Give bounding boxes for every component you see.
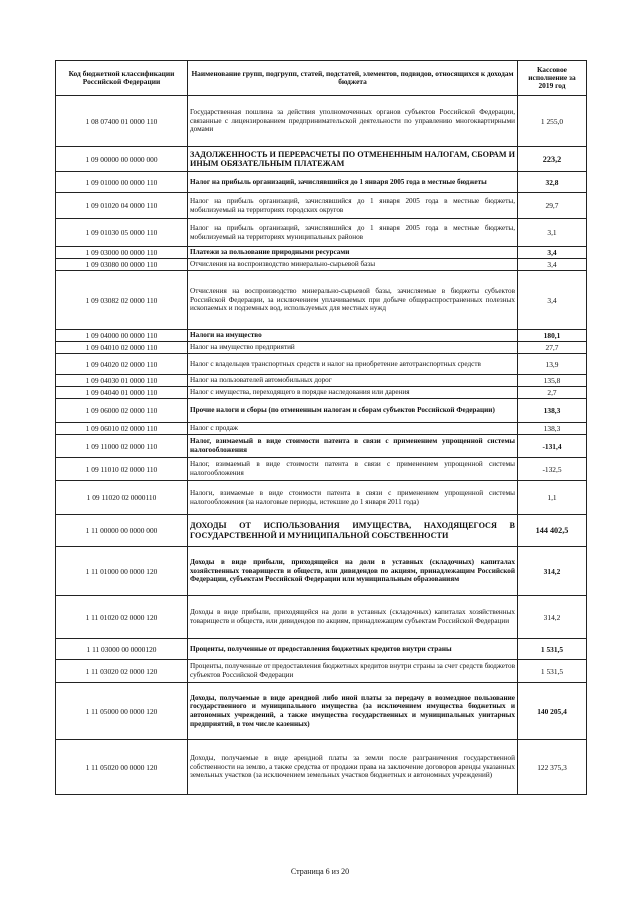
row-amount: 2,7 xyxy=(518,387,587,399)
row-amount: -132,5 xyxy=(518,458,587,481)
row-amount: 1 255,0 xyxy=(518,96,587,147)
row-code: 1 09 04020 02 0000 110 xyxy=(56,354,188,375)
table-row xyxy=(56,387,587,399)
row-code: 1 09 04030 01 0000 110 xyxy=(56,375,188,387)
table-row xyxy=(56,193,587,219)
row-name: Проценты, полученные от предоставления бюджетных кредитов внутри страны за счет средств бюджетов субъектов Российской Федерации xyxy=(188,660,518,683)
row-code: 1 09 11010 02 0000 110 xyxy=(56,458,188,481)
row-amount: 140 205,4 xyxy=(518,683,587,740)
row-code: 1 11 03000 00 0000120 xyxy=(56,639,188,660)
row-amount: 144 402,5 xyxy=(518,515,587,547)
row-code: 1 09 11000 02 0000 110 xyxy=(56,435,188,458)
row-amount: 180,1 xyxy=(518,330,587,342)
table-row xyxy=(56,375,587,387)
row-amount: 138,3 xyxy=(518,399,587,423)
row-name: Государственная пошлина за действия уполномоченных органов субъектов Российской Федерации, связанные с лицензированием предпринимательской деятельности по управлению многоквартирными домами xyxy=(188,96,518,147)
row-name: Налог на пользователей автомобильных дорог xyxy=(188,375,518,387)
table-row xyxy=(56,342,587,354)
row-name: Отчисления на воспроизводство минерально-сырьевой базы xyxy=(188,259,518,271)
row-amount: 122 375,3 xyxy=(518,740,587,795)
table-row xyxy=(56,596,587,639)
row-code: 1 08 07400 01 0000 110 xyxy=(56,96,188,147)
row-name: ДОХОДЫ ОТ ИСПОЛЬЗОВАНИЯ ИМУЩЕСТВА, НАХОДЯЩЕГОСЯ В ГОСУДАРСТВЕННОЙ И МУНИЦИПАЛЬНОЙ СОБСТВЕННОСТИ xyxy=(188,515,518,547)
row-amount: 3,4 xyxy=(518,247,587,259)
row-amount: 223,2 xyxy=(518,147,587,172)
row-amount: 29,7 xyxy=(518,193,587,219)
row-code: 1 09 11020 02 0000110 xyxy=(56,481,188,515)
row-code: 1 09 03000 00 0000 110 xyxy=(56,247,188,259)
row-name: Прочие налоги и сборы (по отмененным налогам и сборам субъектов Российской Федерации) xyxy=(188,399,518,423)
row-code: 1 09 06010 02 0000 110 xyxy=(56,423,188,435)
row-code: 1 11 01000 00 0000 120 xyxy=(56,547,188,596)
table-header-row xyxy=(56,61,587,96)
row-amount: 27,7 xyxy=(518,342,587,354)
row-code: 1 09 03080 00 0000 110 xyxy=(56,259,188,271)
table-row xyxy=(56,259,587,271)
row-amount: 1 531,5 xyxy=(518,639,587,660)
row-name: Доходы в виде прибыли, приходящейся на доли в уставных (складочных) капиталах хозяйственных товариществ и обществ, или дивидендов по акциям, принадлежащим субъектам Российской Федерации xyxy=(188,596,518,639)
row-name: Налоги, взимаемые в виде стоимости патента в связи с применением упрощенной системы налогообложения (за налоговые периоды, истекшие до 1 января 2011 года) xyxy=(188,481,518,515)
row-amount: 13,9 xyxy=(518,354,587,375)
table-row xyxy=(56,458,587,481)
row-amount: 3,4 xyxy=(518,259,587,271)
row-amount: -131,4 xyxy=(518,435,587,458)
row-amount: 32,8 xyxy=(518,172,587,193)
table-row xyxy=(56,330,587,342)
row-code: 1 09 03082 02 0000 110 xyxy=(56,271,188,330)
row-amount: 135,8 xyxy=(518,375,587,387)
row-name: Налог на имущество предприятий xyxy=(188,342,518,354)
row-name: Налог на прибыль организаций, зачислявшийся до 1 января 2005 года в местные бюджеты, мобилизуемый на территориях муниципальных районов xyxy=(188,219,518,247)
budget-table xyxy=(55,60,587,795)
table-row xyxy=(56,547,587,596)
row-name: Доходы, получаемые в виде арендной либо иной платы за передачу в возмездное пользование государственного и муниципального имущества (за исключением имущества бюджетных и автономных учреждений, а также имущества государственных и муниципальных унитарных предприятий, в том числе казенных) xyxy=(188,683,518,740)
table-row xyxy=(56,740,587,795)
header-code: Код бюджетной классификации Российской Федерации xyxy=(56,61,188,96)
table-row xyxy=(56,435,587,458)
table-row xyxy=(56,515,587,547)
table-row xyxy=(56,172,587,193)
row-code: 1 11 00000 00 0000 000 xyxy=(56,515,188,547)
table-row xyxy=(56,399,587,423)
row-name: Доходы в виде прибыли, приходящейся на доли в уставных (складочных) капиталах хозяйственных товариществ и обществ, или дивидендов по акциям, принадлежащим Российской Федерации, субъектам Российской Федерации или муниципальным образованиям xyxy=(188,547,518,596)
table-row xyxy=(56,423,587,435)
row-name: Отчисления на воспроизводство минерально-сырьевой базы, зачисляемые в бюджеты субъектов Российской Федерации, за исключением уплачиваемых при добыче общераспространенных полезных ископаемых и подземных вод, используемых для местных нужд xyxy=(188,271,518,330)
row-amount: 314,2 xyxy=(518,596,587,639)
table-row xyxy=(56,660,587,683)
table-row xyxy=(56,219,587,247)
row-code: 1 11 05000 00 0000 120 xyxy=(56,683,188,740)
row-code: 1 09 00000 00 0000 000 xyxy=(56,147,188,172)
row-code: 1 09 04040 01 0000 110 xyxy=(56,387,188,399)
row-code: 1 09 01020 04 0000 110 xyxy=(56,193,188,219)
row-amount: 1,1 xyxy=(518,481,587,515)
table-row xyxy=(56,247,587,259)
row-amount: 1 531,5 xyxy=(518,660,587,683)
row-name: Налог на прибыль организаций, зачислявшийся до 1 января 2005 года в местные бюджеты xyxy=(188,172,518,193)
row-name: Налог с имущества, переходящего в порядке наследования или дарения xyxy=(188,387,518,399)
row-code: 1 11 03020 02 0000 120 xyxy=(56,660,188,683)
header-amount: Кассовое исполнение за 2019 год xyxy=(518,61,587,96)
page-number: Страница 6 из 20 xyxy=(290,867,350,876)
row-name: Налог с продаж xyxy=(188,423,518,435)
table-row xyxy=(56,354,587,375)
table-row xyxy=(56,481,587,515)
row-name: Налоги на имущество xyxy=(188,330,518,342)
row-code: 1 09 04010 02 0000 110 xyxy=(56,342,188,354)
row-amount: 3,1 xyxy=(518,219,587,247)
table-row xyxy=(56,147,587,172)
row-name: ЗАДОЛЖЕННОСТЬ И ПЕРЕРАСЧЕТЫ ПО ОТМЕНЕННЫМ НАЛОГАМ, СБОРАМ И ИНЫМ ОБЯЗАТЕЛЬНЫМ ПЛАТЕЖАМ xyxy=(188,147,518,172)
table-row xyxy=(56,683,587,740)
row-code: 1 09 06000 02 0000 110 xyxy=(56,399,188,423)
table-row xyxy=(56,639,587,660)
row-amount: 3,4 xyxy=(518,271,587,330)
table-row xyxy=(56,96,587,147)
row-name: Налог с владельцев транспортных средств и налог на приобретение автотранспортных средств xyxy=(188,354,518,375)
row-code: 1 09 01000 00 0000 110 xyxy=(56,172,188,193)
row-name: Налог на прибыль организаций, зачислявшийся до 1 января 2005 года в местные бюджеты, мобилизуемый на территориях городских округов xyxy=(188,193,518,219)
row-name: Налог, взимаемый в виде стоимости патента в связи с применением упрощенной системы налогообложения xyxy=(188,435,518,458)
header-name: Наименование групп, подгрупп, статей, подстатей, элементов, подвидов, относящихся к доходам бюджета xyxy=(188,61,518,96)
row-code: 1 09 01030 05 0000 110 xyxy=(56,219,188,247)
row-name: Доходы, получаемые в виде арендной платы за земли после разграничения государственной собственности на землю, а также средства от продажи права на заключение договоров аренды указанных земельных участков (за исключением земельных участков бюджетных и автономных учреждений) xyxy=(188,740,518,795)
row-code: 1 09 04000 00 0000 110 xyxy=(56,330,188,342)
row-name: Налог, взимаемый в виде стоимости патента в связи с применением упрощенной системы налогообложения xyxy=(188,458,518,481)
row-amount: 138,3 xyxy=(518,423,587,435)
row-name: Платежи за пользование природными ресурсами xyxy=(188,247,518,259)
row-code: 1 11 05020 00 0000 120 xyxy=(56,740,188,795)
row-amount: 314,2 xyxy=(518,547,587,596)
row-code: 1 11 01020 02 0000 120 xyxy=(56,596,188,639)
row-name: Проценты, полученные от предоставления бюджетных кредитов внутри страны xyxy=(188,639,518,660)
table-row xyxy=(56,271,587,330)
